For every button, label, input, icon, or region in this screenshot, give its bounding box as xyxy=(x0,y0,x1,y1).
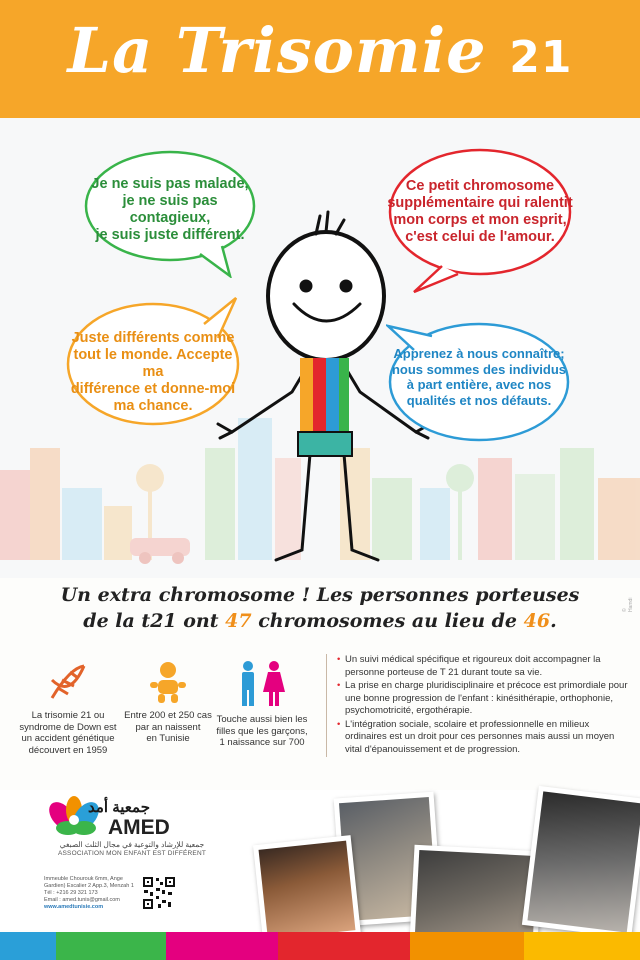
photo-girl-glasses xyxy=(522,786,640,938)
address-block xyxy=(44,876,140,911)
headline-line-1: Un extra chromosome ! Les personnes porteuses xyxy=(60,584,580,606)
list-item: • Un suivi médical spécifique et rigoureux doit accompagner la personne porteuse de T 21 durant toute sa vie. xyxy=(337,654,631,679)
page-title xyxy=(0,14,640,87)
bubble-text-not-sick: Je ne suis pas malade, je ne suis pas contagieux, je suis juste différent. xyxy=(91,176,249,243)
color-stripe-blue xyxy=(0,932,56,960)
headline-text: . xyxy=(550,610,557,632)
color-stripe-magenta xyxy=(166,932,278,960)
website-link[interactable]: www.amedtunisie.com xyxy=(44,904,104,910)
color-stripe-orange xyxy=(410,932,524,960)
address-line: Gardien) Escalier 2 App.3, Menzah 1 xyxy=(44,883,134,889)
speech-bubble-blue xyxy=(386,308,572,446)
color-stripe-green xyxy=(56,932,166,960)
headline xyxy=(0,582,640,634)
highlight-47: 47 xyxy=(225,610,252,632)
stat-discovery xyxy=(12,660,124,756)
logo-arabic-name: جمعية أمد xyxy=(88,799,150,816)
headline-text: de la t21 ont xyxy=(83,610,226,632)
bubble-text-get-to-know-us: Apprenez à nous connaître; nous sommes des individus à part entière, avec nos qualités et nos défauts. xyxy=(391,346,567,408)
email-address: Email : amed.tunis@gmail.com xyxy=(44,897,120,903)
bubble-text-accept-difference: Juste différents comme tout le monde. Accepte ma différence et donne-moi ma chance. xyxy=(70,330,236,414)
list-item: • La prise en charge pluridisciplinaire et précoce est primordiale pour une bonne progression de l'enfant : kinésithérapie, orthophonie, psychomotricité, ergothérapie. xyxy=(337,680,631,718)
stat-caption: Touche aussi bien les filles que les garçons, 1 naissance sur 700 xyxy=(216,714,308,748)
highlight-46: 46 xyxy=(523,610,551,632)
bubble-text-chromosome-love: Ce petit chromosome supplémentaire qui ralentit mon corps et mon esprit, c'est celui de l'amour. xyxy=(387,178,573,245)
headline-line-2 xyxy=(0,608,640,634)
address-line: Immeuble Chourouk 6mm, Ange xyxy=(44,876,123,882)
artist-credit: © Hamdi xyxy=(622,597,634,612)
list-item: • L'intégration sociale, scolaire et professionnelle en milieux ordinaires est un droit pour ces personnes mais aussi un moyen vital d'épanouissement et de progression. xyxy=(337,719,631,757)
title-number: 21 xyxy=(509,32,573,83)
title-text: La Trisomie xyxy=(67,14,487,87)
stat-caption: Entre 200 et 250 cas par an naissent en Tunisie xyxy=(124,710,212,744)
stat-caption: La trisomie 21 ou syndrome de Down est un accident génétique découvert en 1959 xyxy=(19,710,117,756)
qr-code-icon[interactable] xyxy=(142,876,176,910)
stat-gender xyxy=(206,660,318,749)
logo-subtitle: ASSOCIATION MON ENFANT EST DIFFÉRENT xyxy=(57,850,207,857)
logo-name: AMED xyxy=(108,816,170,839)
color-stripe-red xyxy=(278,932,410,960)
hero-illustration xyxy=(0,118,640,578)
photo-girl-hat xyxy=(253,835,361,945)
info-list xyxy=(326,654,631,757)
speech-bubble-orange xyxy=(64,294,242,430)
color-stripe-yellow xyxy=(524,932,640,960)
baby-icon xyxy=(148,660,188,704)
phone-number: Tél : +216 29 321 173 xyxy=(44,890,98,896)
headline-text: chromosomes au lieu de xyxy=(251,610,524,632)
dna-icon xyxy=(46,660,90,704)
boy-girl-icon xyxy=(234,660,290,708)
speech-bubble-red xyxy=(386,146,574,296)
speech-bubble-green xyxy=(82,148,258,278)
logo-arabic-subtitle: جمعية للإرشاد والتوعية في مجال الثلث الصبغي xyxy=(59,840,205,849)
